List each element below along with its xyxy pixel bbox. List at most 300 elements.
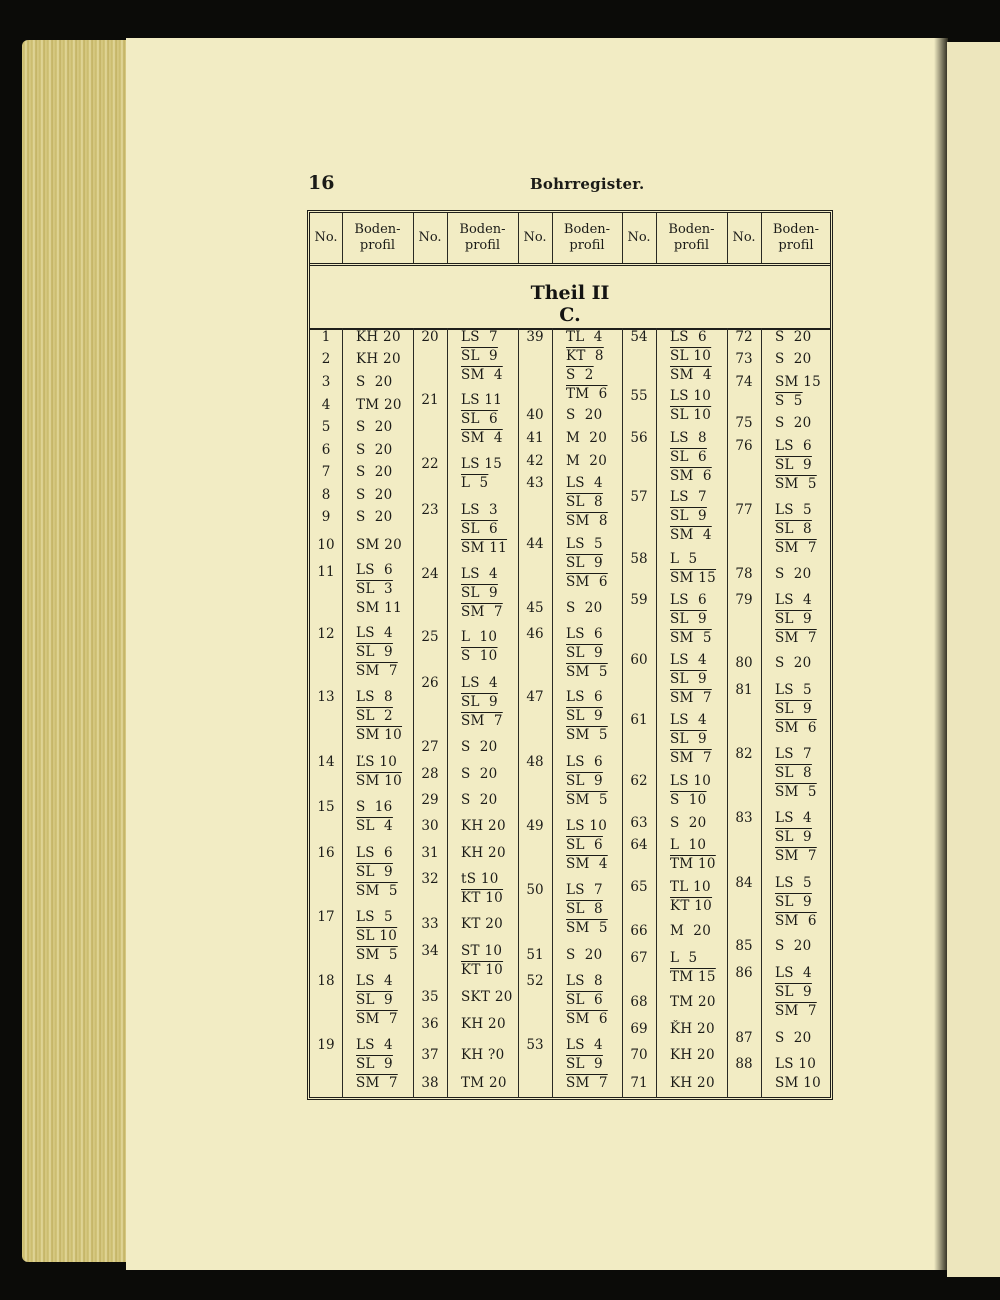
boring-number: 65 bbox=[630, 879, 648, 895]
boring-number: 43 bbox=[526, 475, 544, 491]
soil-profile: LS 4 bbox=[461, 566, 498, 582]
boring-number: 35 bbox=[421, 989, 439, 1005]
soil-profile: SL 9 bbox=[356, 992, 393, 1008]
table-header-row bbox=[310, 213, 830, 266]
soil-profile: LS 4 bbox=[356, 1037, 393, 1053]
boring-number: 87 bbox=[735, 1030, 753, 1046]
soil-profile: KH 20 bbox=[356, 351, 401, 367]
soil-profile: SM 5 bbox=[566, 792, 608, 808]
soil-profile: LS 5 bbox=[775, 502, 812, 518]
boring-number: 53 bbox=[526, 1037, 544, 1053]
boring-number: 1 bbox=[321, 329, 331, 345]
soil-profile: S 20 bbox=[356, 464, 393, 480]
boring-number: 77 bbox=[735, 502, 753, 518]
soil-profile: SM 7 bbox=[356, 1011, 398, 1027]
column-divider bbox=[761, 328, 762, 1098]
soil-profile: LS 8 bbox=[670, 430, 707, 446]
soil-profile: LS 7 bbox=[461, 329, 498, 345]
soil-profile: M 20 bbox=[566, 430, 608, 446]
boring-number: 45 bbox=[526, 600, 544, 616]
soil-profile: ǨH 20 bbox=[670, 1021, 715, 1037]
boring-number: 27 bbox=[421, 739, 439, 755]
soil-profile: LS 4 bbox=[566, 475, 603, 491]
boring-number: 5 bbox=[321, 419, 331, 435]
soil-profile: KT 8 bbox=[566, 348, 604, 364]
boring-number: 48 bbox=[526, 754, 544, 770]
soil-profile: LS 7 bbox=[566, 882, 603, 898]
boring-number: 6 bbox=[321, 442, 331, 458]
soil-profile: S 20 bbox=[356, 442, 393, 458]
boring-number: 41 bbox=[526, 430, 544, 446]
soil-profile: L 10 bbox=[670, 837, 707, 853]
boring-number: 85 bbox=[735, 938, 753, 954]
soil-profile: LS 8 bbox=[566, 973, 603, 989]
soil-profile: SL 9 bbox=[670, 611, 707, 627]
soil-profile: SL 9 bbox=[566, 773, 603, 789]
soil-profile: SM 7 bbox=[775, 1003, 817, 1019]
soil-profile: SL 9 bbox=[775, 829, 812, 845]
soil-profile: KH 20 bbox=[461, 845, 506, 861]
soil-profile: TL 10 bbox=[670, 879, 711, 895]
soil-profile: SL 9 bbox=[775, 984, 812, 1000]
soil-profile: SM 4 bbox=[670, 527, 712, 543]
soil-profile: SM 4 bbox=[670, 367, 712, 383]
soil-profile: SM 7 bbox=[461, 713, 503, 729]
soil-profile: SM 10 bbox=[356, 727, 403, 743]
soil-profile: LS 6 bbox=[566, 626, 603, 642]
boring-number: 54 bbox=[630, 329, 648, 345]
spine-shadow bbox=[934, 38, 948, 1270]
soil-profile: SM 5 bbox=[566, 920, 608, 936]
soil-profile: TM 15 bbox=[670, 969, 716, 985]
soil-profile: LS 6 bbox=[356, 562, 393, 578]
soil-profile: S 20 bbox=[775, 351, 812, 367]
boring-number: 8 bbox=[321, 487, 331, 503]
boring-number: 67 bbox=[630, 950, 648, 966]
soil-profile: SL 8 bbox=[775, 521, 812, 537]
boring-number: 25 bbox=[421, 629, 439, 645]
soil-profile: SL 6 bbox=[461, 521, 498, 537]
soil-profile: LS 4 bbox=[356, 625, 393, 641]
boring-number: 73 bbox=[735, 351, 753, 367]
soil-profile: SM 7 bbox=[461, 604, 503, 620]
column-divider bbox=[727, 328, 728, 1098]
soil-profile: LS 4 bbox=[775, 592, 812, 608]
soil-profile: SL 9 bbox=[461, 694, 498, 710]
soil-profile: SM 7 bbox=[670, 690, 712, 706]
column-divider bbox=[518, 213, 519, 263]
soil-profile: LS 4 bbox=[775, 810, 812, 826]
boring-number: 71 bbox=[630, 1075, 648, 1091]
boring-number: 86 bbox=[735, 965, 753, 981]
soil-profile: S 10 bbox=[670, 792, 707, 808]
boring-number: 59 bbox=[630, 592, 648, 608]
boring-number: 78 bbox=[735, 566, 753, 582]
soil-profile: SM 8 bbox=[566, 513, 608, 529]
soil-profile: SM 5 bbox=[775, 476, 817, 492]
boring-number: 47 bbox=[526, 689, 544, 705]
soil-profile: SM 11 bbox=[356, 600, 403, 616]
column-divider bbox=[342, 328, 343, 1098]
header-no: No. bbox=[418, 230, 442, 245]
boring-number: 9 bbox=[321, 509, 331, 525]
boring-number: 7 bbox=[321, 464, 331, 480]
header-bodenprofil: Boden- profil bbox=[772, 222, 820, 253]
soil-profile: SM 7 bbox=[775, 540, 817, 556]
boring-number: 75 bbox=[735, 415, 753, 431]
soil-profile: LS 15 bbox=[461, 456, 503, 472]
soil-profile: TM 10 bbox=[670, 856, 716, 872]
soil-profile: SM 5 bbox=[356, 883, 398, 899]
soil-profile: TL 4 bbox=[566, 329, 603, 345]
boring-number: 64 bbox=[630, 837, 648, 853]
boring-number: 30 bbox=[421, 818, 439, 834]
boring-number: 26 bbox=[421, 675, 439, 691]
boring-number: 3 bbox=[321, 374, 331, 390]
soil-profile: KH 20 bbox=[461, 1016, 506, 1032]
soil-profile: S 20 bbox=[461, 739, 498, 755]
soil-profile: L 5 bbox=[670, 551, 698, 567]
soil-profile: SL 8 bbox=[566, 494, 603, 510]
soil-profile: SM 15 bbox=[775, 374, 822, 390]
soil-profile: ĽS 10 bbox=[356, 754, 398, 770]
header-bodenprofil: Boden- profil bbox=[668, 222, 715, 253]
boring-number: 56 bbox=[630, 430, 648, 446]
boring-number: 38 bbox=[421, 1075, 439, 1091]
soil-profile: SM 4 bbox=[461, 430, 503, 446]
soil-profile: S 5 bbox=[775, 393, 803, 409]
soil-profile: S 20 bbox=[775, 938, 812, 954]
soil-profile: SL 9 bbox=[566, 555, 603, 571]
running-head: Bohrregister. bbox=[530, 175, 645, 193]
boring-number: 28 bbox=[421, 766, 439, 782]
boring-number: 63 bbox=[630, 815, 648, 831]
column-divider bbox=[342, 213, 343, 263]
soil-profile: L 5 bbox=[670, 950, 698, 966]
soil-profile: SM 7 bbox=[356, 1075, 398, 1091]
soil-profile: SM 6 bbox=[775, 720, 817, 736]
soil-profile: LS 6 bbox=[566, 689, 603, 705]
soil-profile: S 2 bbox=[566, 367, 594, 383]
boring-number: 44 bbox=[526, 536, 544, 552]
soil-profile: LS 8 bbox=[356, 689, 393, 705]
boring-number: 42 bbox=[526, 453, 544, 469]
boring-number: 81 bbox=[735, 682, 753, 698]
boring-number: 72 bbox=[735, 329, 753, 345]
soil-profile: SL 9 bbox=[670, 508, 707, 524]
soil-profile: LS 6 bbox=[356, 845, 393, 861]
soil-profile: SM 5 bbox=[670, 630, 712, 646]
soil-profile: L 10 bbox=[461, 629, 498, 645]
soil-profile: SL 9 bbox=[775, 894, 812, 910]
soil-profile: SL 9 bbox=[775, 701, 812, 717]
soil-profile: SM 4 bbox=[566, 856, 608, 872]
soil-profile: SL 9 bbox=[670, 671, 707, 687]
soil-profile: TM 20 bbox=[670, 994, 716, 1010]
column-divider bbox=[622, 328, 623, 1098]
soil-profile: SL 10 bbox=[670, 348, 712, 364]
soil-profile: SL 4 bbox=[356, 818, 393, 834]
boring-number: 88 bbox=[735, 1056, 753, 1072]
boring-number: 70 bbox=[630, 1047, 648, 1063]
section-band bbox=[310, 266, 830, 330]
boring-number: 23 bbox=[421, 502, 439, 518]
soil-profile: KT 20 bbox=[461, 916, 504, 932]
soil-profile: SM 5 bbox=[566, 664, 608, 680]
boring-number: 34 bbox=[421, 943, 439, 959]
column-divider bbox=[622, 213, 623, 263]
soil-profile: S 20 bbox=[356, 419, 393, 435]
boring-number: 50 bbox=[526, 882, 544, 898]
boring-number: 60 bbox=[630, 652, 648, 668]
boring-number: 46 bbox=[526, 626, 544, 642]
soil-profile: S 16 bbox=[356, 799, 393, 815]
soil-profile: SL 6 bbox=[461, 411, 498, 427]
soil-profile: SL 3 bbox=[356, 581, 393, 597]
soil-profile: LS 6 bbox=[670, 592, 707, 608]
page-number: 16 bbox=[308, 172, 335, 194]
boring-number: 39 bbox=[526, 329, 544, 345]
boring-number: 20 bbox=[421, 329, 439, 345]
soil-profile: LS 4 bbox=[356, 973, 393, 989]
boring-number: 84 bbox=[735, 875, 753, 891]
soil-profile: SM 7 bbox=[775, 630, 817, 646]
soil-profile: KH 20 bbox=[670, 1075, 715, 1091]
soil-profile: tS 10 bbox=[461, 871, 499, 887]
column-divider bbox=[552, 328, 553, 1098]
soil-profile: TM 20 bbox=[356, 397, 402, 413]
boring-number: 32 bbox=[421, 871, 439, 887]
soil-profile: LS 4 bbox=[566, 1037, 603, 1053]
soil-profile: SL 10 bbox=[670, 407, 712, 423]
boring-number: 66 bbox=[630, 923, 648, 939]
column-divider bbox=[413, 328, 414, 1098]
soil-profile: LS 4 bbox=[670, 712, 707, 728]
soil-profile: LS 6 bbox=[775, 438, 812, 454]
boring-number: 12 bbox=[317, 626, 335, 642]
boring-number: 55 bbox=[630, 388, 648, 404]
soil-profile: SL 8 bbox=[775, 765, 812, 781]
soil-profile: M 20 bbox=[670, 923, 712, 939]
boring-number: 79 bbox=[735, 592, 753, 608]
soil-profile: SM 6 bbox=[775, 913, 817, 929]
soil-profile: S 20 bbox=[356, 509, 393, 525]
soil-profile: KH 20 bbox=[461, 818, 506, 834]
soil-profile: KH 20 bbox=[670, 1047, 715, 1063]
soil-profile: LS 11 bbox=[461, 392, 503, 408]
boring-number: 19 bbox=[317, 1037, 335, 1053]
boring-number: 69 bbox=[630, 1021, 648, 1037]
boring-number: 52 bbox=[526, 973, 544, 989]
soil-profile: S 20 bbox=[566, 947, 603, 963]
soil-profile: KH 20 bbox=[356, 329, 401, 345]
boring-number: 13 bbox=[317, 689, 335, 705]
boring-number: 22 bbox=[421, 456, 439, 472]
boring-number: 29 bbox=[421, 792, 439, 808]
column-divider bbox=[656, 328, 657, 1098]
soil-profile: SM 7 bbox=[670, 750, 712, 766]
soil-profile: SL 9 bbox=[461, 585, 498, 601]
soil-profile: S 20 bbox=[461, 766, 498, 782]
soil-profile: S 10 bbox=[461, 648, 498, 664]
header-bodenprofil: Boden- profil bbox=[354, 222, 401, 253]
soil-profile: LS 4 bbox=[461, 675, 498, 691]
soil-profile: KT 10 bbox=[670, 898, 713, 914]
soil-profile: TM 6 bbox=[566, 386, 608, 402]
section-title: Theil II C. bbox=[530, 282, 610, 326]
boring-number: 76 bbox=[735, 438, 753, 454]
soil-profile: SM 4 bbox=[461, 367, 503, 383]
boring-number: 24 bbox=[421, 566, 439, 582]
boring-number: 49 bbox=[526, 818, 544, 834]
boring-number: 58 bbox=[630, 551, 648, 567]
boring-number: 37 bbox=[421, 1047, 439, 1063]
boring-number: 18 bbox=[317, 973, 335, 989]
soil-profile: SL 2 bbox=[356, 708, 393, 724]
soil-profile: ST 10 bbox=[461, 943, 503, 959]
soil-profile: S 20 bbox=[461, 792, 498, 808]
boring-number: 36 bbox=[421, 1016, 439, 1032]
header-no: No. bbox=[523, 230, 547, 245]
boring-number: 21 bbox=[421, 392, 439, 408]
soil-profile: LS 5 bbox=[356, 909, 393, 925]
header-no: No. bbox=[627, 230, 651, 245]
header-bodenprofil: Boden- profil bbox=[459, 222, 506, 253]
soil-profile: SM 6 bbox=[566, 574, 608, 590]
soil-profile: SL 9 bbox=[461, 348, 498, 364]
soil-profile: SM 6 bbox=[670, 468, 712, 484]
soil-profile: LS 10 bbox=[670, 773, 712, 789]
soil-profile: SL 10 bbox=[356, 928, 398, 944]
soil-profile: SM 10 bbox=[775, 1075, 822, 1091]
column-divider bbox=[727, 213, 728, 263]
soil-profile: KT 10 bbox=[461, 890, 504, 906]
soil-profile: S 20 bbox=[566, 600, 603, 616]
soil-profile: LS 5 bbox=[775, 682, 812, 698]
soil-profile: LS 4 bbox=[775, 965, 812, 981]
soil-profile: SL 6 bbox=[566, 837, 603, 853]
column-divider bbox=[761, 213, 762, 263]
boring-number: 16 bbox=[317, 845, 335, 861]
borehole-register-table bbox=[307, 210, 833, 1100]
soil-profile: S 20 bbox=[775, 415, 812, 431]
page-edges bbox=[22, 40, 134, 1262]
soil-profile: SM 6 bbox=[566, 1011, 608, 1027]
boring-number: 2 bbox=[321, 351, 331, 367]
soil-profile: SL 9 bbox=[775, 611, 812, 627]
soil-profile: S 20 bbox=[566, 407, 603, 423]
boring-number: 10 bbox=[317, 537, 335, 553]
boring-number: 80 bbox=[735, 655, 753, 671]
column-divider bbox=[447, 328, 448, 1098]
boring-number: 57 bbox=[630, 489, 648, 505]
header-bodenprofil: Boden- profil bbox=[563, 222, 611, 253]
soil-profile: M 20 bbox=[566, 453, 608, 469]
header-no: No. bbox=[314, 230, 338, 245]
soil-profile: SL 6 bbox=[566, 992, 603, 1008]
header-no: No. bbox=[732, 230, 756, 245]
soil-profile: SL 9 bbox=[566, 645, 603, 661]
soil-profile: SL 9 bbox=[566, 708, 603, 724]
boring-number: 62 bbox=[630, 773, 648, 789]
soil-profile: SM 5 bbox=[566, 727, 608, 743]
boring-number: 74 bbox=[735, 374, 753, 390]
column-divider bbox=[552, 213, 553, 263]
soil-profile: S 20 bbox=[775, 329, 812, 345]
boring-number: 15 bbox=[317, 799, 335, 815]
soil-profile: KH ?0 bbox=[461, 1047, 505, 1063]
soil-profile: SL 9 bbox=[670, 731, 707, 747]
boring-number: 82 bbox=[735, 746, 753, 762]
boring-number: 4 bbox=[321, 397, 331, 413]
soil-profile: SL 9 bbox=[775, 457, 812, 473]
boring-number: 68 bbox=[630, 994, 648, 1010]
boring-number: 33 bbox=[421, 916, 439, 932]
soil-profile: S 20 bbox=[356, 487, 393, 503]
soil-profile: SM 7 bbox=[566, 1075, 608, 1091]
boring-number: 31 bbox=[421, 845, 439, 861]
column-divider bbox=[447, 213, 448, 263]
soil-profile: LS 5 bbox=[775, 875, 812, 891]
soil-profile: SL 9 bbox=[356, 864, 393, 880]
boring-number: 61 bbox=[630, 712, 648, 728]
soil-profile: LS 4 bbox=[670, 652, 707, 668]
soil-profile: SKT 20 bbox=[461, 989, 513, 1005]
soil-profile: S 20 bbox=[356, 374, 393, 390]
soil-profile: SM 5 bbox=[775, 784, 817, 800]
column-divider bbox=[518, 328, 519, 1098]
soil-profile: S 20 bbox=[775, 655, 812, 671]
soil-profile: SM 5 bbox=[356, 947, 398, 963]
soil-profile: SL 9 bbox=[356, 1056, 393, 1072]
column-divider bbox=[413, 213, 414, 263]
soil-profile: LS 7 bbox=[670, 489, 707, 505]
soil-profile: LS 10 bbox=[775, 1056, 817, 1072]
soil-profile: SL 6 bbox=[670, 449, 707, 465]
boring-number: 51 bbox=[526, 947, 544, 963]
soil-profile: SL 9 bbox=[566, 1056, 603, 1072]
soil-profile: LS 3 bbox=[461, 502, 498, 518]
soil-profile: S 20 bbox=[670, 815, 707, 831]
soil-profile: SM 7 bbox=[356, 663, 398, 679]
soil-profile: LS 6 bbox=[670, 329, 707, 345]
soil-profile: L 5 bbox=[461, 475, 489, 491]
soil-profile: TM 20 bbox=[461, 1075, 507, 1091]
soil-profile: SM 11 bbox=[461, 540, 508, 556]
soil-profile: S 20 bbox=[775, 1030, 812, 1046]
soil-profile: LS 10 bbox=[670, 388, 712, 404]
soil-profile: SL 9 bbox=[356, 644, 393, 660]
soil-profile: LS 10 bbox=[566, 818, 608, 834]
boring-number: 11 bbox=[317, 564, 335, 580]
soil-profile: SM 20 bbox=[356, 537, 403, 553]
soil-profile: SM 10 bbox=[356, 773, 403, 789]
soil-profile: S 20 bbox=[775, 566, 812, 582]
soil-profile: SM 7 bbox=[775, 848, 817, 864]
boring-number: 83 bbox=[735, 810, 753, 826]
soil-profile: KT 10 bbox=[461, 962, 504, 978]
next-page-edge bbox=[947, 42, 1000, 1277]
soil-profile: SM 15 bbox=[670, 570, 717, 586]
soil-profile: SL 8 bbox=[566, 901, 603, 917]
boring-number: 40 bbox=[526, 407, 544, 423]
soil-profile: LS 6 bbox=[566, 754, 603, 770]
boring-number: 14 bbox=[317, 754, 335, 770]
column-divider bbox=[656, 213, 657, 263]
soil-profile: LS 7 bbox=[775, 746, 812, 762]
boring-number: 17 bbox=[317, 909, 335, 925]
soil-profile: LS 5 bbox=[566, 536, 603, 552]
